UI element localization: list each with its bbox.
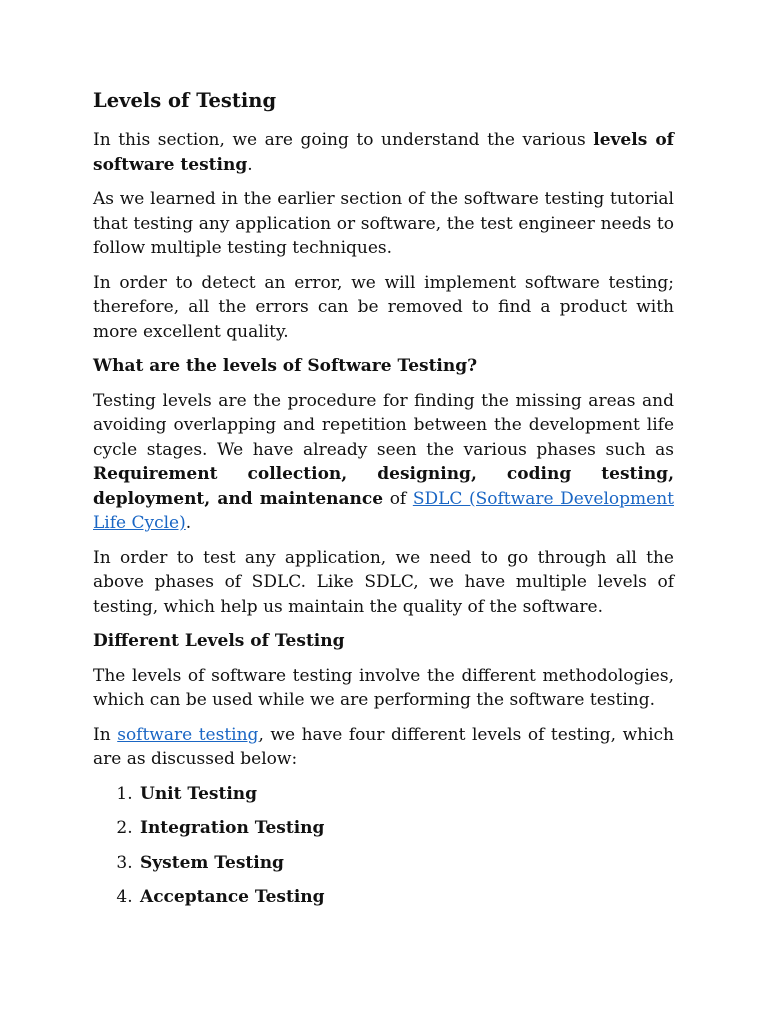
level-system-testing: System Testing	[140, 852, 284, 873]
paragraph-methodologies: The levels of software testing involve the different methodologies, which can be used while we are performing the software testing.	[93, 665, 674, 710]
intro-bold-text: levels of software testing	[93, 130, 674, 175]
intro-paragraph	[93, 128, 674, 177]
level-integration-testing: Integration Testing	[140, 818, 325, 838]
page-title: Levels of Testing	[93, 89, 277, 112]
intro-text: In this section, we are going to understand the various	[93, 130, 594, 150]
sdlc-phases-bold: Requirement collection, designing, coding testing, deployment, and maintenance	[93, 464, 674, 509]
testing-levels-middle: of	[383, 488, 413, 509]
list-item	[138, 885, 674, 910]
four-levels-end: , we have four different levels of testing, which are as discussed below:	[93, 724, 675, 769]
list-item	[138, 782, 674, 807]
paragraph-test-application: In order to test any application, we need to go through all the above phases of SDLC. Like SDLC, we have multiple levels of testing, which help us maintain the quality of the software.	[93, 547, 674, 617]
section-heading-different-levels: Different Levels of Testing	[93, 631, 345, 651]
level-acceptance-testing: Acceptance Testing	[140, 887, 325, 907]
testing-levels-end: .	[185, 513, 192, 533]
section-heading-what-are-levels: What are the levels of Software Testing?	[93, 356, 478, 376]
list-item	[138, 816, 674, 841]
paragraph-earlier-section: As we learned in the earlier section of the software testing tutorial that testing any application or software, the test engineer needs to follow multiple testing techniques.	[93, 189, 674, 258]
levels-list	[93, 782, 674, 910]
intro-end: .	[247, 154, 253, 175]
paragraph-testing-levels	[93, 389, 674, 536]
level-unit-testing: Unit Testing	[140, 783, 258, 804]
four-levels-start: In	[93, 724, 118, 745]
list-item	[138, 851, 674, 876]
testing-levels-text: Testing levels are the procedure for finding the missing areas and avoiding overlapping and repetition between the development life cycle stages. We have already seen the various phases such as	[93, 390, 674, 460]
sdlc-link[interactable]: SDLC (Software Development Life Cycle)	[93, 488, 674, 533]
paragraph-four-levels	[93, 723, 674, 772]
software-testing-link[interactable]: software testing	[117, 724, 259, 745]
paragraph-detect-error: In order to detect an error, we will implement software testing; therefore, all the errors can be removed to find a product with more excellent quality.	[93, 272, 674, 342]
